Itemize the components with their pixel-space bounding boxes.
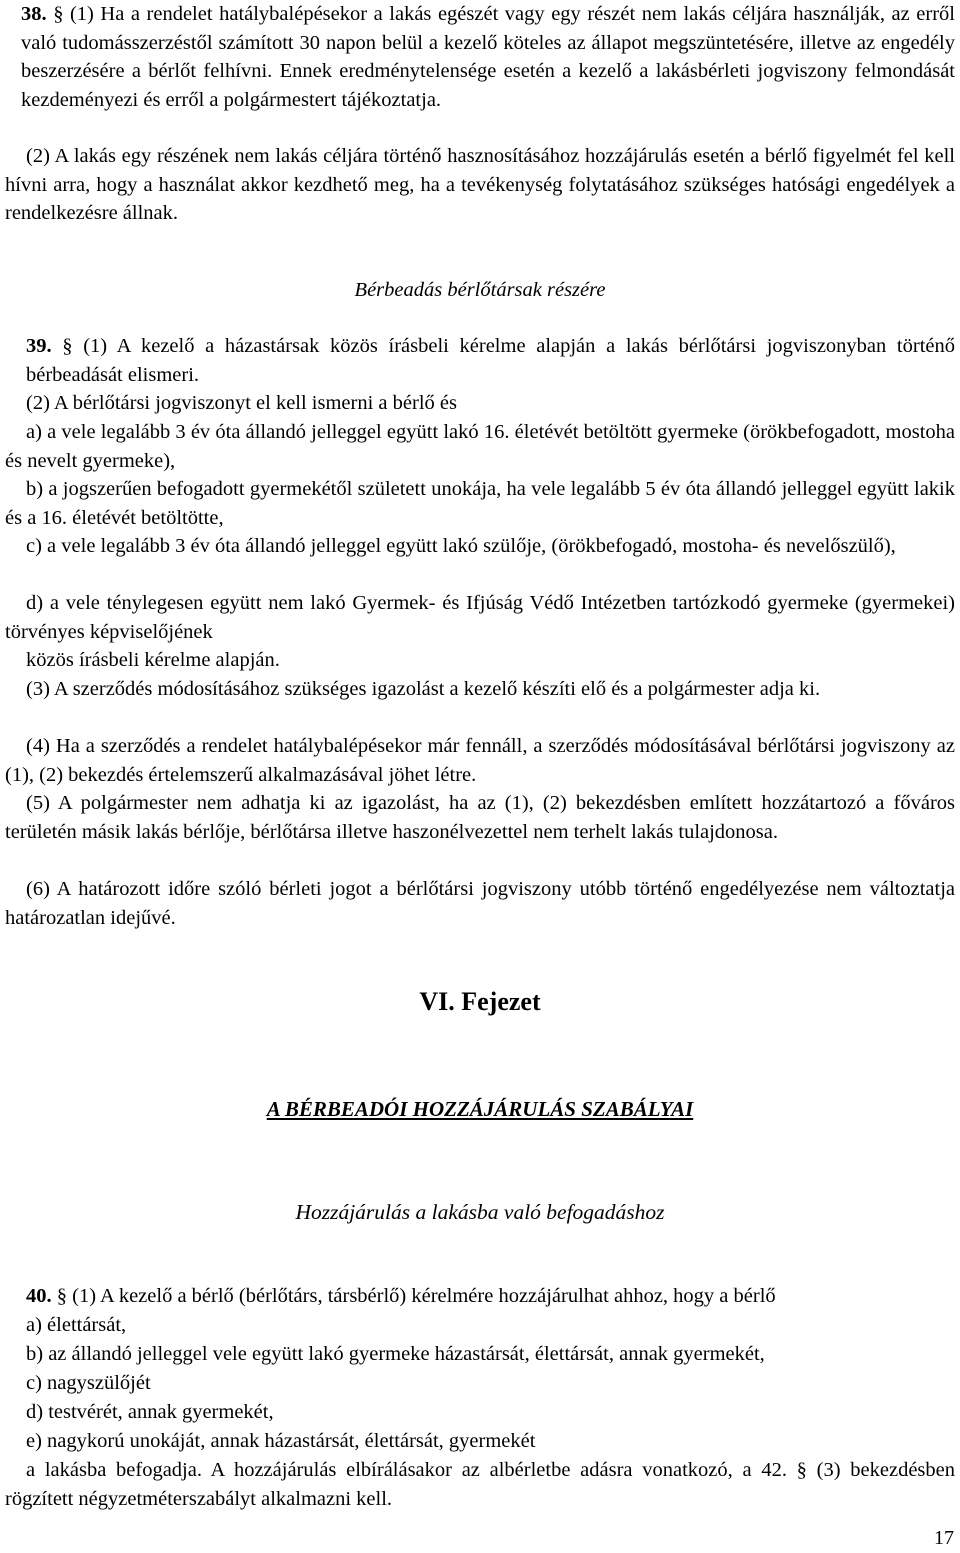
- section-40-item-d: d) testvérét, annak gyermekét,: [26, 1401, 274, 1423]
- section-39-item-c: c) a vele legalább 3 év óta állandó jelleggel együtt lakó szülője, (örökbefogadó, mostoha- és nevelőszülő),: [26, 535, 896, 557]
- section-38-text-1: § (1) Ha a rendelet hatálybalépésekor a lakás egészét vagy egy részét nem lakás céljára használják, az erről való tudomásszerzéstől számított 30 napon belül a kezelő köteles az állapot megszüntetésére, illetve az engedély beszerzésére a bérlőt felhívni. Ennek eredménytelensége esetén a kezelő a lakásbérleti jogviszony felmondását kezdeményezi és erről a polgármestert tájékoztatja.: [21, 3, 956, 111]
- section-40-para-1: [26, 1282, 955, 1311]
- section-40-item-b: b) az állandó jelleggel vele együtt lakó gyermeke házastársát, élettársát, annak gyermekét,: [26, 1343, 765, 1365]
- section-38-para-1: [21, 0, 955, 114]
- section-39-para-5: (5) A polgármester nem adhatja ki az igazolást, ha az (1), (2) bekezdésben említett hozzátartozó a főváros területén másik lakás bérlője, bérlőtársa illetve haszonélvezettel nem terhelt lakás tulajdonosa.: [5, 792, 955, 843]
- heading-hozzajarulas-befogadas: Hozzájárulás a lakásba való befogadáshoz: [295, 1200, 665, 1224]
- section-40-tail: a lakásba befogadja. A hozzájárulás elbírálásakor az albérletbe adásra vonatkozó, a 42. § (3) bekezdésben rögzített négyzetméterszabályt alkalmazni kell.: [5, 1459, 955, 1510]
- section-39-para-3: (3) A szerződés módosításához szükséges igazolást a kezelő készíti elő és a polgármester adja ki.: [26, 678, 821, 700]
- chapter-heading: VI. Fejezet: [419, 987, 541, 1016]
- section-39-item-b: b) a jogszerűen befogadott gyermekétől született unokája, ha vele legalább 5 év óta állandó jelleggel együtt lakik és a 16. életévét betöltötte,: [5, 478, 955, 529]
- section-39-item-a: a) a vele legalább 3 év óta állandó jelleggel együtt lakó 16. életévét betöltött gyermeke (örökbefogadott, mostoha és nevelt gyermeke),: [5, 421, 955, 472]
- section-39-para-4: (4) Ha a szerződés a rendelet hatálybalépésekor már fennáll, a szerződés módosításával bérlőtársi jogviszony az (1), (2) bekezdés értelemszerű alkalmazásával jöhet létre.: [5, 735, 955, 786]
- heading-berbeadas-berlotarsak: Bérbeadás bérlőtársak részére: [354, 279, 606, 301]
- page-number: 17: [934, 1527, 954, 1549]
- section-40-item-a: a) élettársát,: [26, 1314, 127, 1336]
- chapter-title: A BÉRBEADÓI HOZZÁJÁRULÁS SZABÁLYAI: [266, 1097, 694, 1121]
- section-39-para-1: [26, 332, 955, 389]
- section-40-item-c: c) nagyszülőjét: [26, 1372, 151, 1394]
- section-39-number: 39.: [26, 335, 52, 357]
- section-38-para-2: (2) A lakás egy részének nem lakás céljára történő hasznosításához hozzájárulás esetén a bérlő figyelmét fel kell hívni arra, hogy a használat akkor kezdhető meg, ha a tevékenység folytatásához szükséges hatósági engedélyek a rendelkezésre állnak.: [5, 145, 955, 224]
- section-40-text-1: § (1) A kezelő a bérlő (bérlőtárs, társbérlő) kérelmére hozzájárulhat ahhoz, hogy a bérlő: [56, 1285, 776, 1307]
- section-39-item-d: d) a vele ténylegesen együtt nem lakó Gyermek- és Ifjúság Védő Intézetben tartózkodó gyermeke (gyermekei) törvényes képviselőjének: [5, 592, 955, 643]
- section-40-item-e: e) nagykorú unokáját, annak házastársát, élettársát, gyermekét: [26, 1430, 536, 1452]
- section-38-number: 38.: [21, 3, 47, 25]
- section-39-para-2: (2) A bérlőtársi jogviszonyt el kell ismerni a bérlő és: [26, 392, 457, 414]
- section-40-number: 40.: [26, 1285, 52, 1307]
- section-39-tail: közös írásbeli kérelme alapján.: [26, 649, 280, 671]
- section-39-text-1: § (1) A kezelő a házastársak közös írásbeli kérelme alapján a lakás bérlőtársi jogviszonyban történő bérbeadását elismeri.: [26, 335, 955, 386]
- section-39-para-6: (6) A határozott időre szóló bérleti jogot a bérlőtársi jogviszony utóbb történő engedélyezése nem változtatja határozatlan idejűvé.: [5, 878, 955, 929]
